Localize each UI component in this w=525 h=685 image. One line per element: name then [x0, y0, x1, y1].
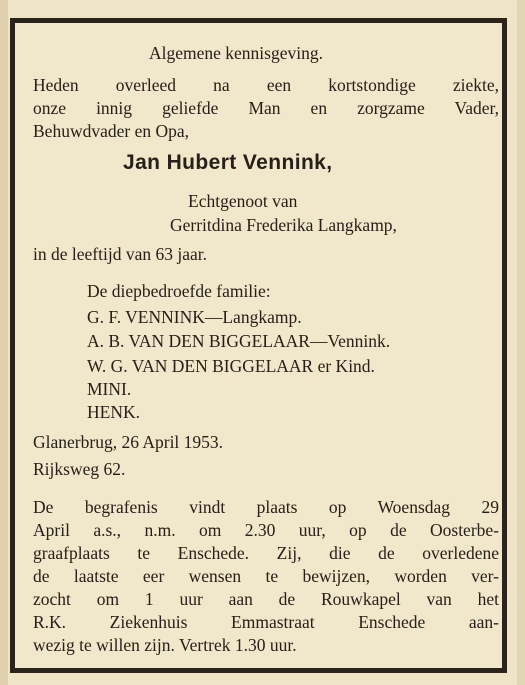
family-member-2: A. B. VAN DEN BIGGELAAR—Vennink. — [87, 331, 391, 351]
funeral-line-7: wezig te willen zijn. Vertrek 1.30 uur. — [33, 635, 297, 655]
page-edge-right — [517, 0, 525, 685]
funeral-line-4: de laatste eer wensen te bewijzen, worden ver- — [33, 566, 499, 586]
deceased-name: Jan Hubert Vennink, — [123, 151, 333, 174]
age-line: in de leeftijd van 63 jaar. — [33, 244, 207, 264]
funeral-line-1: De begrafenis vindt plaats op Woensdag 29 — [33, 497, 499, 517]
address: Rijksweg 62. — [33, 459, 126, 479]
intro-line-1: Heden overleed na een kortstondige ziekte, — [33, 75, 499, 95]
page-edge-left — [0, 0, 8, 685]
spouse-label: Echtgenoot van — [188, 191, 298, 211]
notice-heading: Algemene kennisgeving. — [149, 43, 323, 63]
family-member-5: HENK. — [87, 402, 140, 422]
death-notice — [10, 18, 507, 673]
family-member-3: W. G. VAN DEN BIGGELAAR er Kind. — [87, 356, 375, 376]
funeral-line-2: April a.s., n.m. om 2.30 uur, op de Oosterbe- — [33, 520, 499, 540]
funeral-line-6: R.K. Ziekenhuis Emmastraat Enschede aan- — [33, 612, 499, 632]
intro-line-3: Behuwdvader en Opa, — [33, 121, 189, 141]
spouse-name: Gerritdina Frederika Langkamp, — [170, 215, 397, 235]
family-member-4: MINI. — [87, 379, 132, 399]
funeral-line-5: zocht om 1 uur aan de Rouwkapel van het — [33, 589, 499, 609]
funeral-line-3: graafplaats te Enschede. Zij, die de overledene — [33, 543, 499, 563]
intro-line-2: onze innig geliefde Man en zorgzame Vader, — [33, 98, 499, 118]
place-date: Glanerbrug, 26 April 1953. — [33, 432, 224, 452]
family-intro: De diepbedroefde familie: — [87, 281, 271, 301]
family-member-1: G. F. VENNINK—Langkamp. — [87, 307, 302, 327]
